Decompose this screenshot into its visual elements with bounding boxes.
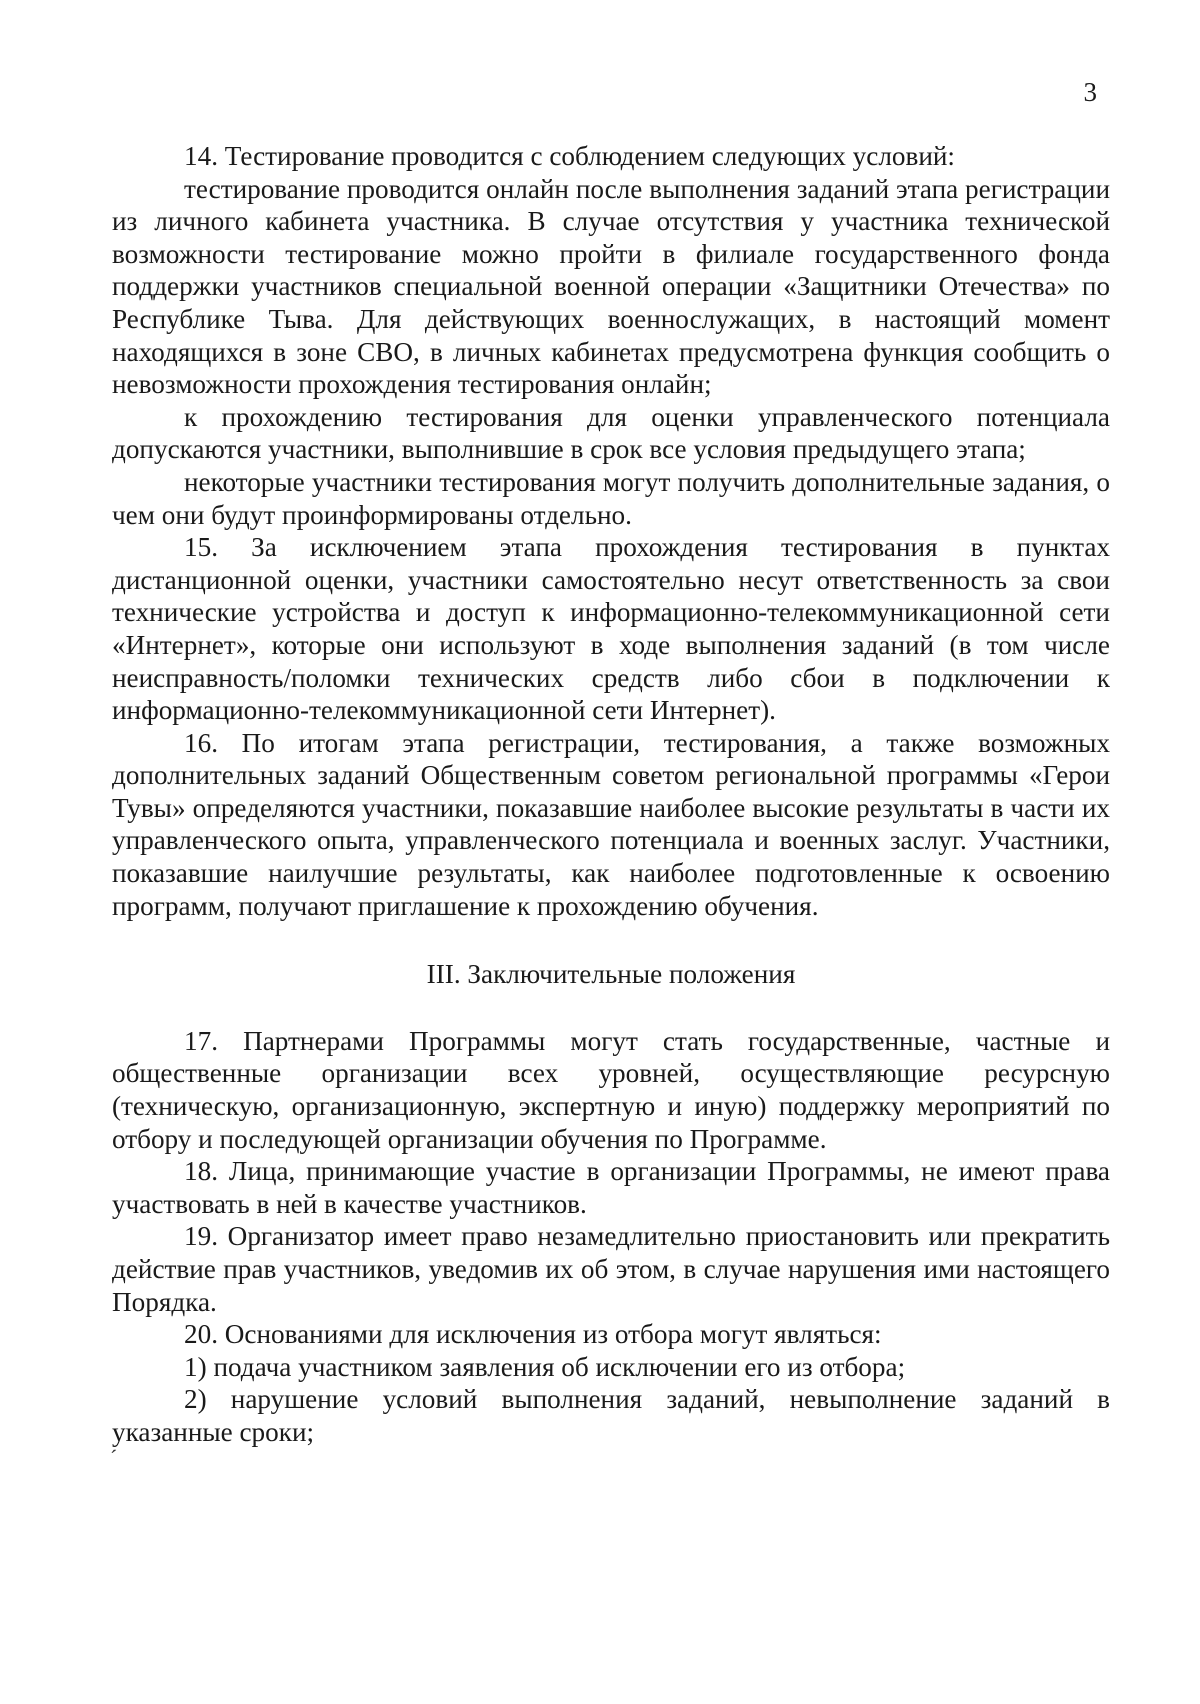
paragraph-testing-admission: к прохождению тестирования для оценки управленческого потенциала допускаются участники, выполнившие в срок все условия предыдущего этапа; [112,401,1110,465]
paragraph-testing-online: тестирование проводится онлайн после выполнения заданий этапа регистрации из личного кабинета участника. В случае отсутствия у участника технической возможности тестирование можно пройти в филиале государственного фонда поддержки участников специальной военной операции «Защитники Отечества» по Республике Тыва. Для действующих военнослужащих, в настоящий момент находящихся в зоне СВО, в личных кабинетах предусмотрена функция сообщить о невозможности прохождения тестирования онлайн; [112,173,1110,400]
paragraph-15: 15. За исключением этапа прохождения тестирования в пунктах дистанционной оценки, участники самостоятельно несут ответственность за свои технические устройства и доступ к информационно-телекоммуникационной сети «Интернет», которые они используют в ходе выполнения заданий (в том числе неисправность/поломки технических средств либо сбои в подключении к информационно-телекоммуникационной сети Интернет). [112,532,1110,726]
section-heading: III. Заключительные положения [426,959,796,990]
page-number: 3 [1083,77,1097,107]
scan-tick-mark: ˊ [110,1445,118,1470]
document-body [112,140,1110,1449]
paragraph-20: 20. Основаниями для исключения из отбора могут являться: [184,1319,882,1350]
paragraph-18: 18. Лица, принимающие участие в организации Программы, не имеют права участвовать в ней в качестве участников. [112,1156,1110,1219]
paragraph-16: 16. По итогам этапа регистрации, тестирования, а также возможных дополнительных заданий Общественным советом региональной программы «Герои Тувы» определяются участники, показавшие наиболее высокие результаты в части их управленческого опыта, управленческого потенциала и военных заслуг. Участники, показавшие наилучшие результаты, как наиболее подготовленные к освоению программ, получают приглашение к прохождению обучения. [112,727,1110,921]
paragraph-14-intro: 14. Тестирование проводится с соблюдением следующих условий: [184,141,955,171]
list-item-1: 1) подача участником заявления об исключении его из отбора; [184,1351,906,1382]
list-item-2: 2) нарушение условий выполнения заданий, невыполнение заданий в указанные сроки; [112,1384,1110,1447]
paragraph-19: 19. Организатор имеет право незамедлительно приостановить или прекратить действие прав участников, уведомив их об этом, в случае нарушения ими настоящего Порядка. [112,1221,1110,1317]
paragraph-17: 17. Партнерами Программы могут стать государственные, частные и общественные организации всех уровней, осуществляющие ресурсную (техническую, организационную, экспертную и иную) поддержку мероприятий по отбору и последующей организации обучения по Программе. [112,1025,1110,1154]
paragraph-additional-tasks: некоторые участники тестирования могут получить дополнительные задания, о чем они будут проинформированы отдельно. [112,466,1110,530]
